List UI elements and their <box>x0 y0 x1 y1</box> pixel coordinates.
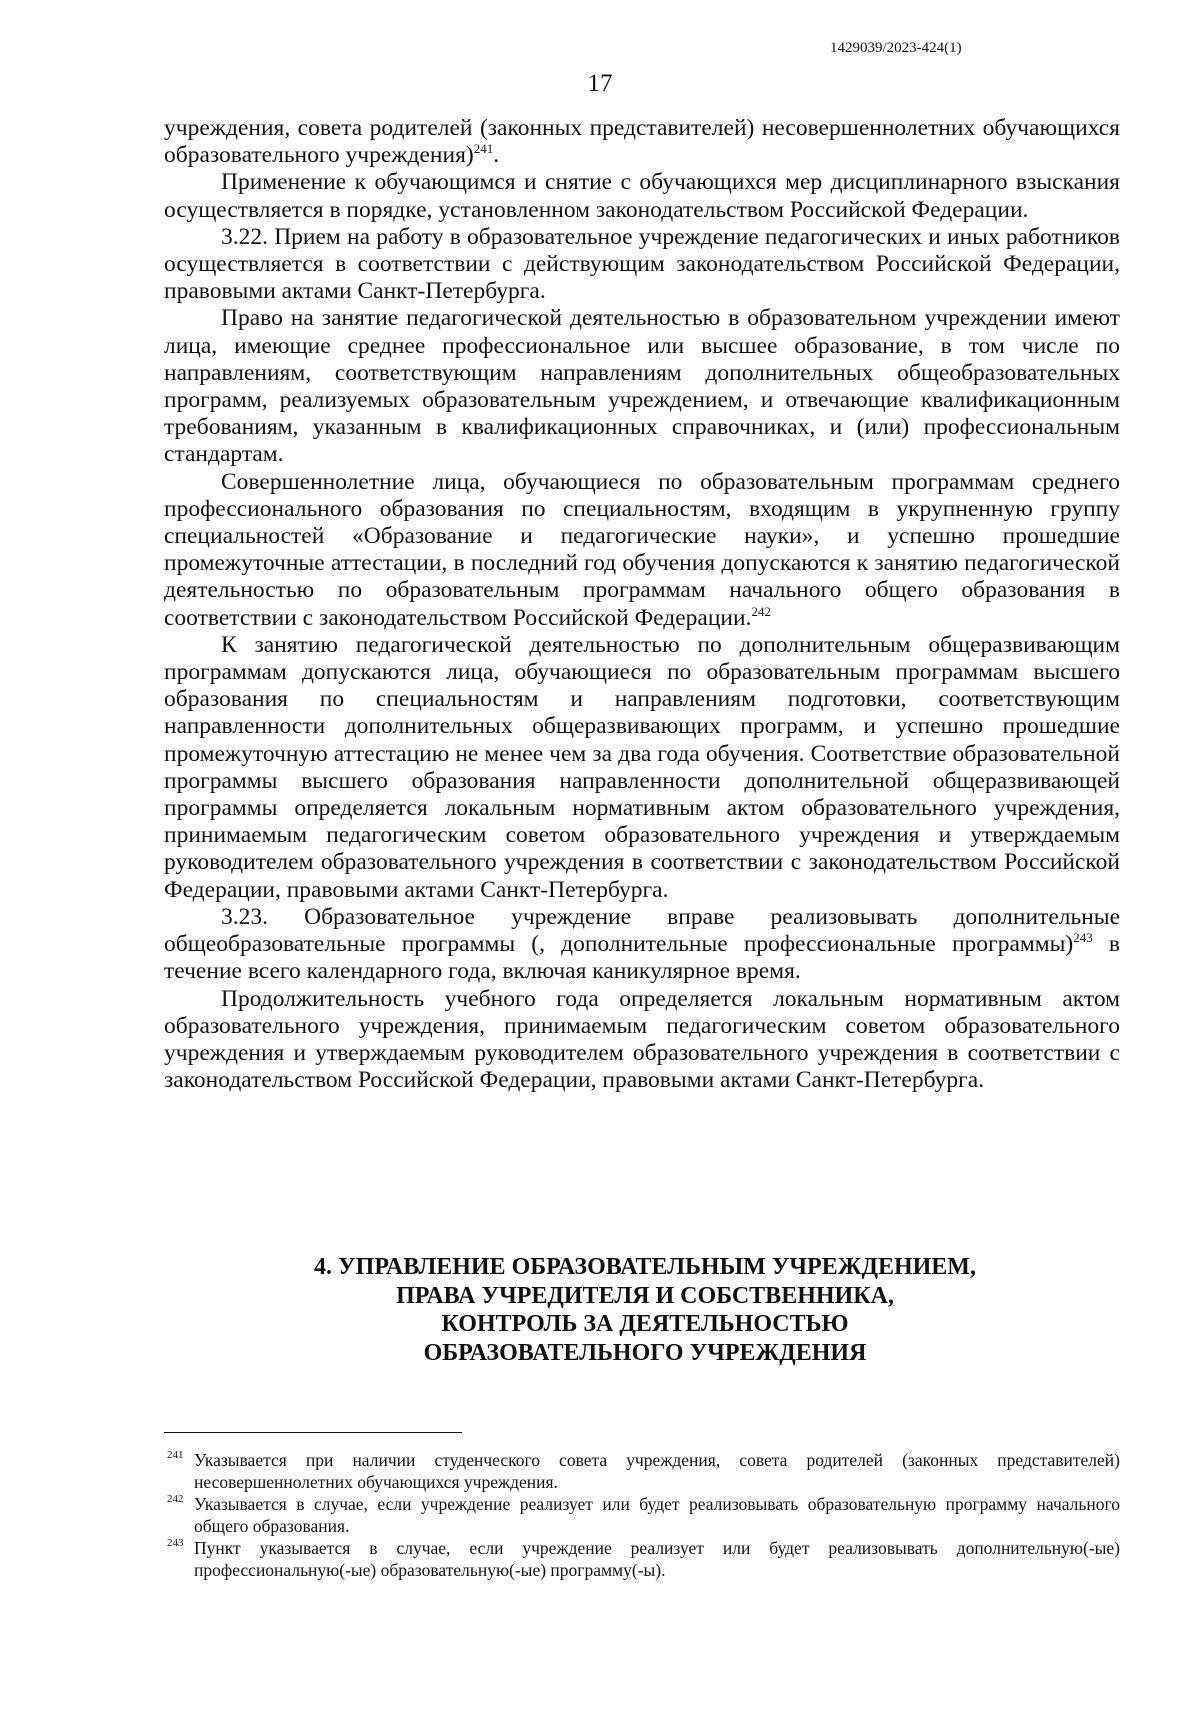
footnote-mark: 243 <box>167 1537 184 1549</box>
footnote-ref-243[interactable]: 243 <box>1073 930 1093 946</box>
paragraph-6: К занятию педагогической деятельностью по дополнительным общеразвивающим программам допускаются лица, обучающиеся по образовательным программам высшего образования по специальностям и направлениям подготовки, соответствующим направленности дополнительных общеразвивающих программ, и успешно прошедшие промежуточную аттестацию не менее чем за два года обучения. Соответствие образовательной программы высшего образования направленности дополнительной общеразвивающей программы определяется локальным нормативным актом образовательного учреждения, принимаемым педагогическим советом образовательного учреждения и утверждаемым руководителем образовательного учреждения в соответствии с законодательством Российской Федерации, правовыми актами Санкт-Петербурга. <box>164 631 1120 903</box>
footnote-mark: 242 <box>167 1493 184 1505</box>
heading-line-3: КОНТРОЛЬ ЗА ДЕЯТЕЛЬНОСТЬЮ <box>441 1311 849 1337</box>
footnote-mark: 241 <box>167 1449 184 1461</box>
paragraph-5-text: Совершеннолетние лица, обучающиеся по образовательным программам среднего профессионального образования по специальностям, входящим в укрупненную группу специальностей «Образование и педагогические науки», и успешно прошедшие промежуточные аттестации, в последний год обучения допускаются к занятию педагогической деятельностью по образовательным программам начального общего образования в соответствии с законодательством Российской Федерации. <box>164 468 1120 631</box>
heading-line-2: ПРАВА УЧРЕДИТЕЛЯ И СОБСТВЕННИКА, <box>396 1282 894 1309</box>
section-heading <box>0 1253 1200 1367</box>
paragraph-1 <box>164 115 1120 169</box>
footnote-ref-241[interactable]: 241 <box>473 141 494 157</box>
footnote-ref-242[interactable]: 242 <box>751 603 771 619</box>
heading-line-4: ОБРАЗОВАТЕЛЬНОГО УЧРЕЖДЕНИЯ <box>423 1339 867 1366</box>
paragraph-7-text: 3.23. Образовательное учреждение вправе реализовывать дополнительные общеобразовательные программы (, дополнительные профессиональные программы) <box>164 903 1120 958</box>
paragraph-3-23 <box>164 904 1120 986</box>
heading-line-1: 4. УПРАВЛЕНИЕ ОБРАЗОВАТЕЛЬНЫМ УЧРЕЖДЕНИЕМ, <box>314 1254 976 1280</box>
footnotes <box>164 1449 1120 1581</box>
footnote-text: Указывается в случае, если учреждение реализует или будет реализовывать образовательную программу начального общего образования. <box>194 1494 1120 1536</box>
page-number: 17 <box>587 70 613 97</box>
paragraph-3-22: 3.22. Прием на работу в образовательное учреждение педагогических и иных работников осуществляется в соответствии с действующим законодательством Российской Федерации, правовыми актами Санкт-Петербурга. <box>164 223 1120 305</box>
paragraph-1-text: учреждения, совета родителей (законных представителей) несовершеннолетних обучающихся образовательного учреждения) <box>164 115 1120 169</box>
footnote-text: Указывается при наличии студенческого совета учреждения, совета родителей (законных представителей) несовершеннолетних обучающихся учреждения. <box>194 1450 1120 1492</box>
paragraph-7-end: в течение всего календарного года, включая каникулярное время. <box>164 931 1120 985</box>
body-text <box>164 115 1120 1094</box>
footnote-242 <box>164 1493 1120 1537</box>
paragraph-4: Право на занятие педагогической деятельностью в образовательном учреждении имеют лица, имеющие среднее профессиональное или высшее образование, в том числе по направлениям, соответствующим направлениям дополнительных общеобразовательных программ, реализуемых образовательным учреждением, и отвечающие квалификационным требованиям, указанным в квалификационных справочниках, и (или) профессиональным стандартам. <box>164 305 1120 468</box>
footnote-243 <box>164 1537 1120 1581</box>
paragraph-1-end: . <box>493 142 500 169</box>
paragraph-8: Продолжительность учебного года определяется локальным нормативным актом образовательного учреждения, принимаемым педагогическим советом образовательного учреждения и утверждаемым руководителем образовательного учреждения в соответствии с законодательством Российской Федерации, правовыми актами Санкт-Петербурга. <box>164 985 1120 1094</box>
paragraph-5 <box>164 469 1120 632</box>
footnote-text: Пункт указывается в случае, если учреждение реализует или будет реализовывать дополнительную(-ые) профессиональную(-ые) образовательную(-ые) программу(-ы). <box>194 1538 1120 1580</box>
footnote-241 <box>164 1449 1120 1493</box>
document-code: 1429039/2023-424(1) <box>830 40 962 56</box>
paragraph-2: Применение к обучающимся и снятие с обучающихся мер дисциплинарного взыскания осуществляется в порядке, установленном законодательством Российской Федерации. <box>164 169 1120 223</box>
footnote-divider <box>164 1432 462 1433</box>
